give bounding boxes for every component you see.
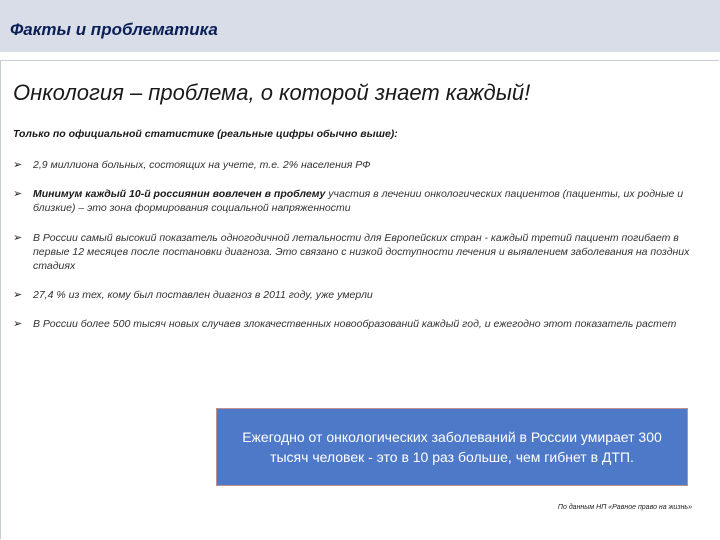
bullet-text bbox=[33, 288, 713, 302]
slide-title: Онкология – проблема, о которой знает каждый! bbox=[13, 80, 531, 105]
bullet-body: 27,4 % из тех, кому был поставлен диагноз в 2011 году, уже умерли bbox=[33, 289, 373, 301]
arrow-bullet-icon: ➢ bbox=[13, 289, 23, 301]
bullet-body: участия в лечении онкологических пациентов (пациенты, их родные и близкие) – это зона формирования социальной напряженности bbox=[33, 188, 684, 214]
section-title: Факты и проблематика bbox=[10, 20, 218, 39]
bullet-body: В России самый высокий показатель одногодичной летальности для Европейских стран - каждый третий пациент погибает в первые 12 месяцев после постановки диагноза. Это связано с низкой доступности лечения и выявлением заболевания на поздних стадиях bbox=[33, 232, 690, 272]
statistics-subheading: Только по официальной статистике (реальные цифры обычно выше): bbox=[13, 128, 398, 140]
bullet-body: В России более 500 тысяч новых случаев злокачественных новообразований каждый год, и ежегодно этот показатель растет bbox=[33, 318, 677, 330]
source-note: По данным НП «Равное право на жизнь» bbox=[557, 504, 692, 511]
arrow-bullet-icon: ➢ bbox=[13, 232, 23, 244]
arrow-bullet-icon: ➢ bbox=[13, 188, 23, 200]
bullet-text bbox=[33, 231, 713, 273]
arrow-bullet-icon: ➢ bbox=[13, 159, 23, 171]
bullet-body: 2,9 миллиона больных, состоящих на учете, т.е. 2% населения РФ bbox=[33, 159, 371, 171]
bullet-text bbox=[33, 158, 713, 172]
bullet-emphasis: Минимум каждый 10-й россиянин вовлечен в проблему bbox=[33, 188, 326, 200]
callout-text: Ежегодно от онкологических заболеваний в России умирает 300 тысяч человек - это в 10 раз больше, чем гибнет в ДТП. bbox=[242, 429, 662, 465]
arrow-bullet-icon: ➢ bbox=[13, 318, 23, 330]
mortality-callout bbox=[216, 408, 688, 486]
bullet-text bbox=[33, 317, 713, 331]
bullet-text bbox=[33, 187, 713, 215]
